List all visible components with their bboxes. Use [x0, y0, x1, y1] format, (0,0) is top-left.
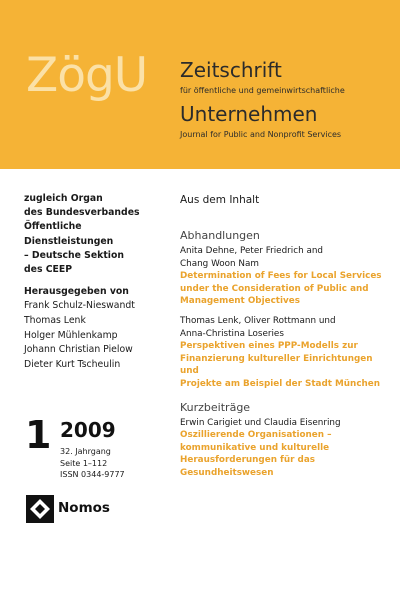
issue-pages: Seite 1–112 — [60, 458, 108, 468]
nomos-logo-icon — [26, 495, 54, 523]
issue-meta — [60, 446, 125, 481]
journal-subtitle-line1: für öffentliche und gemeinwirtschaftliche — [180, 86, 345, 95]
title-line: Oszillierende Organisationen – — [180, 430, 332, 441]
issue-number: 1 — [25, 413, 52, 457]
author-line: Anita Dehne, Peter Friedrich and — [180, 246, 323, 256]
organ-line: Dienstleistungen — [24, 235, 114, 247]
author-line: Anna-Christina Loseries — [180, 328, 284, 339]
article-entry — [180, 417, 390, 480]
journal-title-line2: Unternehmen — [180, 102, 318, 126]
journal-title-line1: Zeitschrift — [180, 58, 282, 82]
organ-statement — [24, 192, 174, 277]
title-line: Management Objectives — [180, 296, 300, 307]
issue-volume: 32. Jahrgang — [60, 447, 111, 456]
organ-line: des Bundesverbandes — [24, 207, 140, 219]
contents-heading: Aus dem Inhalt — [180, 194, 260, 206]
organ-line: – Deutsche Sektion — [24, 249, 124, 261]
article-authors — [180, 417, 390, 430]
title-line: Gesundheitswesen — [180, 467, 274, 478]
left-column — [24, 192, 174, 372]
editors-heading: Herausgegeben von — [24, 286, 129, 298]
article-title — [180, 340, 390, 390]
editor-name: Johann Christian Pielow — [24, 344, 133, 356]
editor-name: Holger Mühlenkamp — [24, 329, 118, 341]
editor-name: Dieter Kurt Tscheulin — [24, 358, 121, 370]
author-line: Chang Woon Nam — [180, 258, 259, 269]
article-entry — [180, 245, 390, 308]
article-title — [180, 429, 390, 479]
issue-issn: ISSN 0344-9777 — [60, 470, 125, 479]
journal-subtitle-line2: Journal for Public and Nonprofit Services — [180, 130, 342, 139]
editors-list — [24, 299, 174, 372]
article-authors — [180, 245, 390, 270]
editor-name: Thomas Lenk — [24, 315, 86, 327]
section-title: Abhandlungen — [180, 229, 260, 242]
organ-line: Öffentliche — [24, 221, 82, 233]
article-entry — [180, 315, 390, 391]
section-title: Kurzbeiträge — [180, 400, 251, 414]
title-line: Perspektiven eines PPP-Modells zur — [180, 341, 358, 352]
title-line: Projekte am Beispiel der Stadt München — [180, 378, 381, 389]
author-line: Erwin Carigiet und Claudia Eisenring — [180, 417, 341, 428]
editor-name: Frank Schulz-Nieswandt — [24, 300, 135, 312]
article-authors — [180, 315, 390, 340]
title-line: Determination of Fees for Local Services — [180, 271, 382, 282]
organ-line: zugleich Organ — [24, 193, 103, 204]
title-line: under the Consideration of Public and — [180, 283, 369, 294]
article-title — [180, 270, 390, 308]
journal-logo: ZögU — [26, 48, 148, 103]
title-line: Finanzierung kultureller Einrichtungen und — [180, 353, 373, 377]
publisher-name: Nomos — [58, 500, 110, 516]
title-line: Herausforderungen für das — [180, 455, 315, 466]
contents-column — [180, 193, 390, 487]
author-line: Thomas Lenk, Oliver Rottmann und — [180, 315, 336, 326]
organ-line: des CEEP — [24, 264, 73, 276]
issue-year: 2009 — [60, 418, 116, 442]
cover-header — [0, 0, 400, 169]
title-line: kommunikative und kulturelle — [180, 442, 330, 453]
